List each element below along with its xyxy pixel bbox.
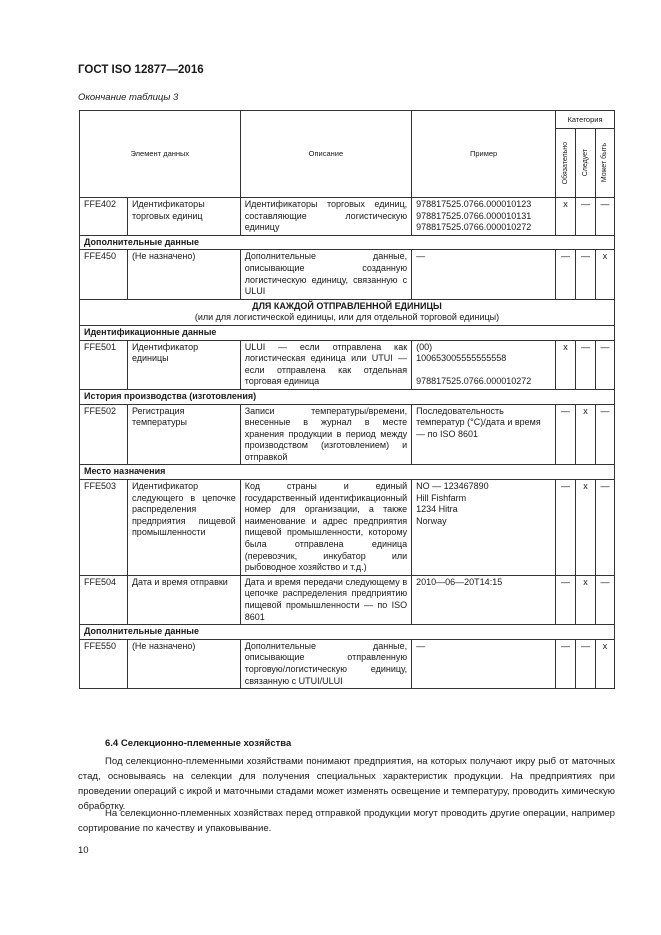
section-row <box>80 389 615 404</box>
section-row <box>80 465 615 480</box>
table-row <box>80 198 615 236</box>
category-may-mark: — <box>595 575 614 624</box>
element-example <box>412 404 556 465</box>
example-line: Hill Fishfarm <box>416 492 467 503</box>
group-subtitle: (или для логистической единицы, или для отдельной торговой единицы) <box>194 312 500 323</box>
element-name: (Не назначено) <box>127 250 240 299</box>
category-may-mark: x <box>595 250 614 299</box>
section-heading: 6.4 Селекционно-племенные хозяйства <box>105 738 292 749</box>
table-row <box>80 250 615 299</box>
data-elements-table <box>79 110 615 689</box>
element-code: FFE503 <box>80 480 128 576</box>
example-line: — <box>416 251 426 262</box>
example-line: 1234 Hitra <box>416 504 458 515</box>
column-header-element: Элемент данных <box>80 111 241 198</box>
example-line: 978817525.0766.000010123 <box>416 199 532 209</box>
element-description: Дополнительные данные, описывающие отправленную торговую/логистическую единицу, связанную с UTUI/ULUI <box>240 639 411 688</box>
element-name: Идентификаторы торговых единиц <box>127 198 240 236</box>
category-may-mark: — <box>595 340 614 389</box>
category-required-mark: x <box>555 198 575 236</box>
element-example <box>412 639 556 688</box>
example-line: 100653005555555558 <box>416 353 507 364</box>
element-example <box>412 250 556 299</box>
column-header-example: Пример <box>412 111 556 198</box>
column-header-description: Описание <box>240 111 411 198</box>
element-code: FFE501 <box>80 340 128 389</box>
example-line: 2010—06—20T14:15 <box>416 576 503 587</box>
table-row <box>80 404 615 465</box>
example-line: Norway <box>416 515 447 526</box>
category-may-mark: — <box>595 404 614 465</box>
example-line: — <box>416 640 426 651</box>
element-description: Записи температуры/времени, внесенные в журнал в месте хранения продукции в период между производством (изготовлением) и отправкой <box>240 404 411 465</box>
section-label: Дополнительные данные <box>80 625 615 640</box>
category-should-mark: — <box>575 340 595 389</box>
example-line: 978817525.0766.000010272 <box>416 376 532 387</box>
category-required-mark: x <box>555 340 575 389</box>
page-number: 10 <box>78 845 89 856</box>
table-row <box>80 340 615 389</box>
element-code: FFE504 <box>80 575 128 624</box>
example-line: Последовательность температур (°C)/дата и время — по ISO 8601 <box>416 405 541 439</box>
section-label: История производства (изготовления) <box>80 389 615 404</box>
category-required-mark: — <box>555 250 575 299</box>
element-description: Идентификаторы торговых единиц, составляющие логистическую единицу <box>240 198 411 236</box>
section-paragraph-1: Под селекционно-племенными хозяйствами понимают предприятия, на которых получают икру рыб от маточных стад, основываясь на селекции для получения специальных характеристик продукции. На предприятиях при проведении операций с икрой и маточными стадами может изменять освещение и температуру, проводить химическую обработку. <box>78 756 615 812</box>
element-description: Дата и время передачи следующему в цепочке распределения предприятию пищевой промышленности — по ISO 8601 <box>240 575 411 624</box>
column-header-category: Категория <box>555 111 614 129</box>
section-label: Место назначения <box>80 465 615 480</box>
element-code: FFE450 <box>80 250 128 299</box>
category-should-mark: x <box>575 480 595 576</box>
category-required-mark: — <box>555 404 575 465</box>
category-required-mark: — <box>555 480 575 576</box>
group-title-cell <box>80 299 615 325</box>
category-should-mark: — <box>575 250 595 299</box>
example-line: NO — 123467890 <box>416 481 489 492</box>
example-line: (00) <box>416 341 433 352</box>
section-row <box>80 625 615 640</box>
element-code: FFE550 <box>80 639 128 688</box>
table-row <box>80 575 615 624</box>
table-row <box>80 639 615 688</box>
section-row <box>80 235 615 250</box>
element-example <box>412 340 556 389</box>
category-should-mark: x <box>575 575 595 624</box>
element-example <box>412 480 556 576</box>
section-label: Идентификационные данные <box>80 325 615 340</box>
group-title: ДЛЯ КАЖДОЙ ОТПРАВЛЕННОЙ ЕДИНИЦЫ <box>252 300 442 311</box>
element-example <box>412 198 556 236</box>
element-name: Регистрация температуры <box>127 404 240 465</box>
element-description: Код страны и единый государственный идентификационный номер для организации, а также наименование и адрес предприятия пищевой промышленности, которому была отправлена единица (перевозчик, инкубатор или рыбоводное хозяйство и т.д.) <box>240 480 411 576</box>
column-header-should: Следует <box>575 129 595 198</box>
group-row <box>80 299 615 325</box>
element-name: (Не назначено) <box>127 639 240 688</box>
section-row <box>80 325 615 340</box>
document-header: ГОСТ ISO 12877—2016 <box>78 64 204 76</box>
table-row <box>80 480 615 576</box>
table-caption: Окончание таблицы 3 <box>78 92 179 103</box>
category-required-mark: — <box>555 639 575 688</box>
element-name: Идентификатор единицы <box>127 340 240 389</box>
category-may-mark: — <box>595 198 614 236</box>
example-line: 978817525.0766.000010272 <box>416 222 532 233</box>
element-code: FFE402 <box>80 198 128 236</box>
column-header-may: Может быть <box>595 129 614 198</box>
category-should-mark: — <box>575 198 595 236</box>
category-required-mark: — <box>555 575 575 624</box>
column-header-required: Обязательно <box>555 129 575 198</box>
category-may-mark: x <box>595 639 614 688</box>
element-description: Дополнительные данные, описывающие созданную логистическую единицу, связанную с ULUI <box>240 250 411 299</box>
category-should-mark: — <box>575 639 595 688</box>
element-code: FFE502 <box>80 404 128 465</box>
section-paragraph-2: На селекционно-племенных хозяйствах перед отправкой продукции могут проводить другие операции, например сортирование по качеству и упаковывание. <box>78 808 615 834</box>
category-may-mark: — <box>595 480 614 576</box>
example-line <box>416 365 551 377</box>
element-name: Дата и время отправки <box>127 575 240 624</box>
element-name: Идентификатор следующего в цепочке распределения предприятия пищевой промышленности <box>127 480 240 576</box>
element-description: ULUI — если отправлена как логистическая единица или UTUI — если отправлена как отдельная торговая единица <box>240 340 411 389</box>
section-label: Дополнительные данные <box>80 235 615 250</box>
category-should-mark: x <box>575 404 595 465</box>
example-line: 978817525.0766.000010131 <box>416 210 532 221</box>
element-example <box>412 575 556 624</box>
